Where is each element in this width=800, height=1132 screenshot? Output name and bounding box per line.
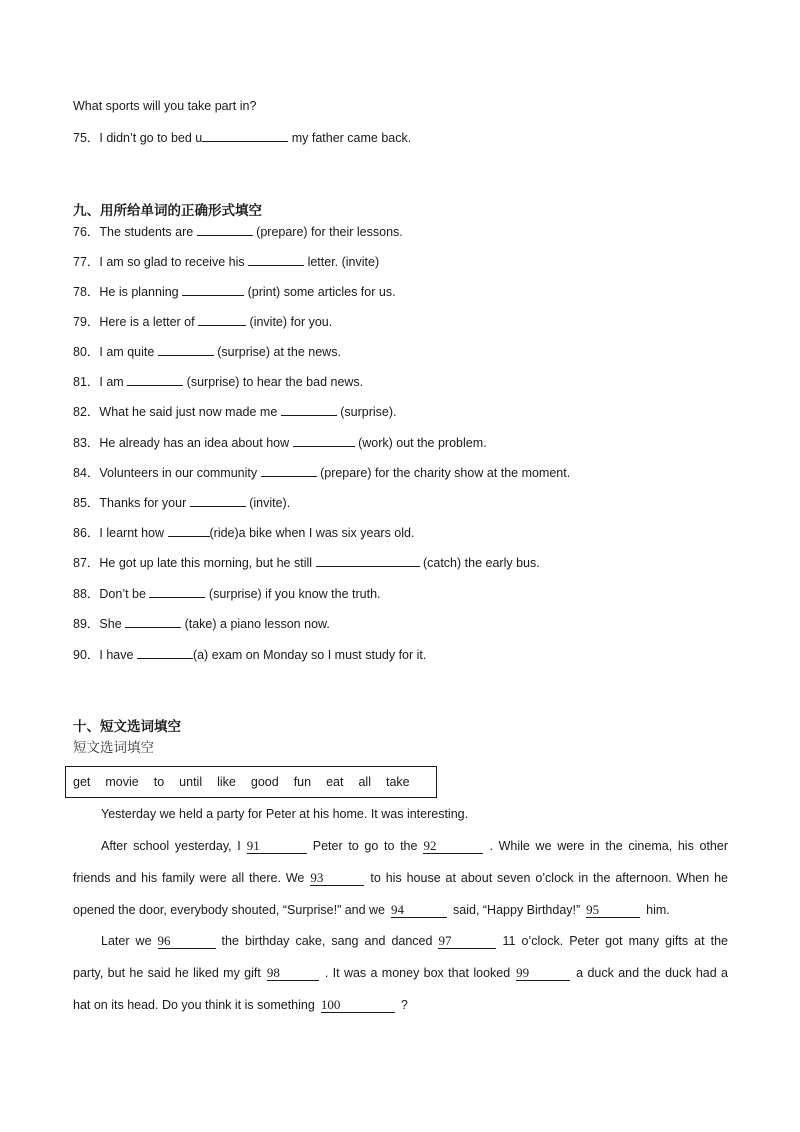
answer-blank[interactable]: [158, 343, 214, 356]
passage-blank-91[interactable]: 91: [247, 839, 307, 854]
question-83: 83．He already has an idea about how (work) out the problem.: [73, 436, 487, 450]
question-87: 87．He got up late this morning, but he still (catch) the early bus.: [73, 556, 540, 570]
word-bank-item: take: [385, 775, 410, 789]
passage-blank-98[interactable]: 98: [267, 966, 319, 981]
passage-blank-92[interactable]: 92: [423, 839, 483, 854]
answer-blank[interactable]: [316, 554, 420, 567]
word-bank-item: until: [179, 775, 203, 789]
question-81: 81．I am (surprise) to hear the bad news.: [73, 375, 364, 389]
passage-blank-97[interactable]: 97: [438, 934, 496, 949]
answer-blank[interactable]: [168, 524, 210, 537]
answer-blank[interactable]: [293, 434, 355, 447]
answer-blank[interactable]: [202, 129, 288, 142]
answer-blank[interactable]: [261, 464, 317, 477]
question-76: 76．The students are (prepare) for their lessons.: [73, 225, 403, 239]
word-bank-item: fun: [293, 775, 312, 789]
word-bank-item: good: [250, 775, 279, 789]
passage-blank-95[interactable]: 95: [586, 903, 640, 918]
question-sports: What sports will you take part in?: [73, 99, 257, 113]
answer-blank[interactable]: [127, 373, 183, 386]
answer-blank[interactable]: [198, 313, 246, 326]
section-10-title: 十、短文选词填空: [73, 719, 181, 734]
answer-blank[interactable]: [182, 283, 244, 296]
word-bank-item: like: [217, 775, 236, 789]
answer-blank[interactable]: [137, 646, 193, 659]
question-90: 90．I have (a) exam on Monday so I must study for it.: [73, 648, 427, 662]
passage-blank-94[interactable]: 94: [391, 903, 447, 918]
passage-blank-100[interactable]: 100: [321, 998, 395, 1013]
word-bank-item: eat: [326, 775, 344, 789]
passage-paragraph-3: Later we 96 the birthday cake, sang and danced 97 11 o’clock. Peter got many gifts at the party, but he said he liked my gift 98 . It was a money box that looked 99 a duck and the duck had a hat on its head. Do you think it is something 100 ?: [73, 933, 729, 1012]
question-82: 82．What he said just now made me (surprise).: [73, 405, 397, 419]
question-79: 79．Here is a letter of (invite) for you.: [73, 315, 333, 329]
passage-blank-99[interactable]: 99: [516, 966, 570, 981]
question-80: 80．I am quite (surprise) at the news.: [73, 345, 341, 359]
question-77: 77．I am so glad to receive his letter. (invite): [73, 255, 380, 269]
answer-blank[interactable]: [197, 223, 253, 236]
answer-blank[interactable]: [125, 615, 181, 628]
answer-blank[interactable]: [248, 253, 304, 266]
word-bank-item: movie: [105, 775, 139, 789]
question-75: 75．I didn’t go to bed u my father came back.: [73, 131, 412, 145]
passage-blank-93[interactable]: 93: [310, 871, 364, 886]
passage-blank-96[interactable]: 96: [158, 934, 216, 949]
word-bank: [65, 766, 437, 798]
section-10-subtitle: 短文选词填空: [73, 740, 154, 755]
word-bank-item: all: [358, 775, 371, 789]
answer-blank[interactable]: [281, 403, 337, 416]
answer-blank[interactable]: [149, 585, 205, 598]
question-85: 85．Thanks for your (invite).: [73, 496, 291, 510]
section-9-title: 九、用所给单词的正确形式填空: [73, 203, 262, 218]
word-bank-item: get: [73, 775, 91, 789]
question-89: 89．She (take) a piano lesson now.: [73, 617, 330, 631]
question-86: 86．I learnt how (ride)a bike when I was six years old.: [73, 526, 415, 540]
passage-paragraph-1: Yesterday we held a party for Peter at his home. It was interesting.: [101, 807, 469, 821]
question-78: 78．He is planning (print) some articles for us.: [73, 285, 396, 299]
answer-blank[interactable]: [190, 494, 246, 507]
question-84: 84．Volunteers in our community (prepare) for the charity show at the moment.: [73, 466, 571, 480]
question-88: 88．Don’t be (surprise) if you know the truth.: [73, 587, 381, 601]
passage-paragraph-2: After school yesterday, I 91 Peter to go to the 92 . While we were in the cinema, his other friends and his family were all there. We 93 to his house at about seven o’clock in the afternoon. When he opened the door, everybody shouted, “Surprise!” and we 94 said, “Happy Birthday!” 95 him.: [73, 838, 728, 917]
word-bank-item: to: [153, 775, 165, 789]
